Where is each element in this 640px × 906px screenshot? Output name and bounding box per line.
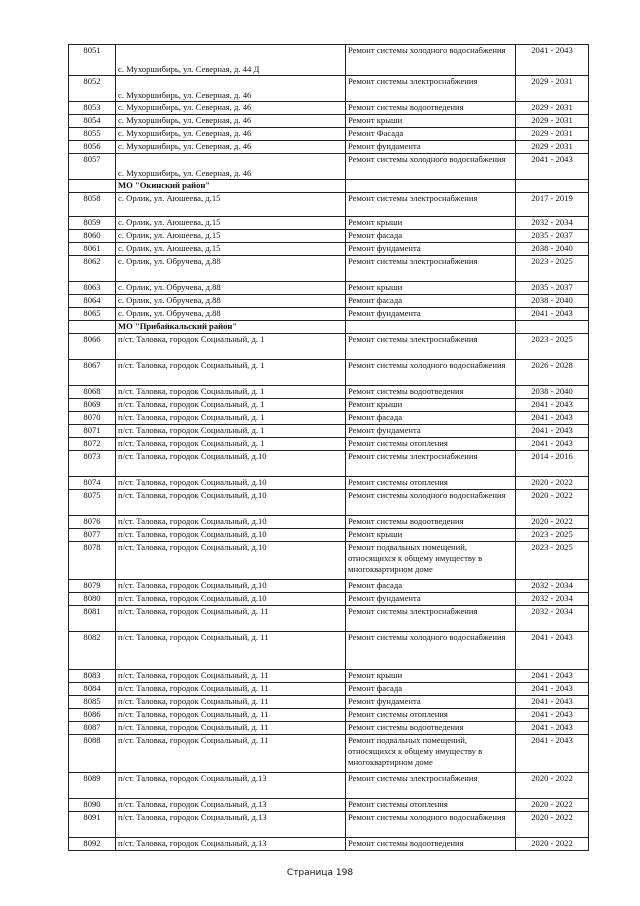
work-cell: Ремонт фундамента	[346, 243, 516, 256]
address-cell: п/ст. Таловка, городок Социальный, д.10	[116, 451, 346, 477]
years-cell: 2041 - 2043	[516, 722, 589, 735]
address-cell: п/ст. Таловка, городок Социальный, д.10	[116, 516, 346, 529]
address-cell: с. Орлик, ул. Обручева, д.88	[116, 295, 346, 308]
table-row	[69, 735, 589, 773]
row-number-cell: 8081	[69, 606, 116, 632]
address-cell: с. Орлик, ул. Аюшеева, д.15	[116, 217, 346, 230]
row-number-cell: 8064	[69, 295, 116, 308]
table-row	[69, 593, 589, 606]
address-cell: с. Мухоршибирь, ул. Северная, д. 46	[116, 115, 346, 128]
row-number-cell: 8076	[69, 516, 116, 529]
row-number-cell: 8080	[69, 593, 116, 606]
work-cell: Ремонт системы водоотведения	[346, 722, 516, 735]
table-row	[69, 516, 589, 529]
work-cell: Ремонт системы водоотведения	[346, 102, 516, 115]
row-number-cell: 8083	[69, 670, 116, 683]
table-row	[69, 217, 589, 230]
row-number-cell: 8084	[69, 683, 116, 696]
work-cell: Ремонт системы отопления	[346, 799, 516, 812]
row-number-cell	[69, 321, 116, 334]
years-cell: 2020 - 2022	[516, 838, 589, 851]
address-cell: п/ст. Таловка, городок Социальный, д. 11	[116, 709, 346, 722]
years-cell	[516, 180, 589, 193]
years-cell: 2020 - 2022	[516, 812, 589, 838]
work-cell: Ремонт системы электроснабжения	[346, 606, 516, 632]
work-cell: Ремонт фундамента	[346, 308, 516, 321]
municipality-label: МО "Прибайкальский район"	[116, 321, 346, 334]
work-cell: Ремонт фасада	[346, 230, 516, 243]
address-cell: с. Мухоршибирь, ул. Северная, д. 46	[116, 76, 346, 102]
years-cell: 2032 - 2034	[516, 580, 589, 593]
years-cell: 2029 - 2031	[516, 141, 589, 154]
work-cell	[346, 180, 516, 193]
table-row	[69, 799, 589, 812]
table-row	[69, 529, 589, 542]
row-number-cell: 8078	[69, 542, 116, 580]
table-row	[69, 295, 589, 308]
address-cell: п/ст. Таловка, городок Социальный, д. 1	[116, 425, 346, 438]
table-row	[69, 683, 589, 696]
address-cell: п/ст. Таловка, городок Социальный, д. 11	[116, 670, 346, 683]
row-number-cell: 8075	[69, 490, 116, 516]
years-cell: 2032 - 2034	[516, 593, 589, 606]
row-number-cell: 8053	[69, 102, 116, 115]
table-row	[69, 360, 589, 386]
row-number-cell: 8051	[69, 45, 116, 76]
document-page	[68, 44, 588, 851]
work-cell: Ремонт системы водоотведения	[346, 838, 516, 851]
address-cell: с. Орлик, ул. Обручева, д.88	[116, 282, 346, 295]
table-row	[69, 722, 589, 735]
years-cell: 2020 - 2022	[516, 773, 589, 799]
row-number-cell: 8060	[69, 230, 116, 243]
work-cell: Ремонт крыши	[346, 115, 516, 128]
repair-schedule-table	[68, 44, 589, 851]
row-number-cell: 8052	[69, 76, 116, 102]
years-cell: 2041 - 2043	[516, 632, 589, 670]
row-number-cell: 8073	[69, 451, 116, 477]
address-cell: с. Орлик, ул. Обручева, д.88	[116, 308, 346, 321]
work-cell: Ремонт системы холодного водоснабжения	[346, 45, 516, 76]
address-cell: п/ст. Таловка, городок Социальный, д. 11	[116, 606, 346, 632]
address-cell: п/ст. Таловка, городок Социальный, д.13	[116, 812, 346, 838]
work-cell: Ремонт системы отопления	[346, 477, 516, 490]
years-cell: 2014 - 2016	[516, 451, 589, 477]
table-row	[69, 451, 589, 477]
table-row	[69, 399, 589, 412]
municipality-header-row	[69, 321, 589, 334]
work-cell: Ремонт фундамента	[346, 696, 516, 709]
years-cell: 2041 - 2043	[516, 154, 589, 180]
work-cell: Ремонт фасада	[346, 295, 516, 308]
table-row	[69, 709, 589, 722]
address-cell: п/ст. Таловка, городок Социальный, д.13	[116, 799, 346, 812]
address-cell: п/ст. Таловка, городок Социальный, д.10	[116, 580, 346, 593]
row-number-cell: 8071	[69, 425, 116, 438]
table-row	[69, 438, 589, 451]
table-row	[69, 425, 589, 438]
table-row	[69, 76, 589, 102]
years-cell: 2035 - 2037	[516, 282, 589, 295]
work-cell: Ремонт крыши	[346, 399, 516, 412]
address-cell: с. Мухоршибирь, ул. Северная, д. 46	[116, 102, 346, 115]
row-number-cell: 8065	[69, 308, 116, 321]
table-row	[69, 243, 589, 256]
work-cell: Ремонт системы холодного водоснабжения	[346, 154, 516, 180]
row-number-cell: 8070	[69, 412, 116, 425]
row-number-cell: 8085	[69, 696, 116, 709]
address-cell: п/ст. Таловка, городок Социальный, д.10	[116, 477, 346, 490]
table-row	[69, 632, 589, 670]
table-body	[69, 45, 589, 851]
work-cell: Ремонт фасада	[346, 683, 516, 696]
years-cell: 2041 - 2043	[516, 709, 589, 722]
address-cell: п/ст. Таловка, городок Социальный, д. 11	[116, 632, 346, 670]
work-cell: Ремонт подвальных помещений, относящихся к общему имуществу в многоквартирном доме	[346, 735, 516, 773]
row-number-cell: 8087	[69, 722, 116, 735]
row-number-cell: 8069	[69, 399, 116, 412]
row-number-cell: 8063	[69, 282, 116, 295]
table-row	[69, 412, 589, 425]
table-row	[69, 141, 589, 154]
work-cell: Ремонт фасада	[346, 412, 516, 425]
work-cell: Ремонт крыши	[346, 217, 516, 230]
address-cell: п/ст. Таловка, городок Социальный, д.10	[116, 542, 346, 580]
work-cell: Ремонт системы электроснабжения	[346, 76, 516, 102]
work-cell: Ремонт фундамента	[346, 141, 516, 154]
years-cell: 2017 - 2019	[516, 193, 589, 217]
table-row	[69, 102, 589, 115]
work-cell: Ремонт системы отопления	[346, 438, 516, 451]
work-cell: Ремонт Фасада	[346, 128, 516, 141]
years-cell: 2029 - 2031	[516, 115, 589, 128]
work-cell: Ремонт системы электроснабжения	[346, 334, 516, 360]
years-cell: 2041 - 2043	[516, 412, 589, 425]
table-row	[69, 308, 589, 321]
years-cell: 2038 - 2040	[516, 295, 589, 308]
row-number-cell: 8072	[69, 438, 116, 451]
address-cell: п/ст. Таловка, городок Социальный, д. 11	[116, 722, 346, 735]
years-cell: 2032 - 2034	[516, 606, 589, 632]
table-row	[69, 334, 589, 360]
row-number-cell: 8092	[69, 838, 116, 851]
table-row	[69, 670, 589, 683]
years-cell: 2023 - 2025	[516, 542, 589, 580]
address-cell: п/ст. Таловка, городок Социальный, д. 1	[116, 412, 346, 425]
years-cell: 2035 - 2037	[516, 230, 589, 243]
work-cell: Ремонт системы водоотведения	[346, 386, 516, 399]
work-cell: Ремонт системы холодного водоснабжения	[346, 360, 516, 386]
address-cell: с. Орлик, ул. Обручева, д.88	[116, 256, 346, 282]
work-cell	[346, 321, 516, 334]
years-cell: 2032 - 2034	[516, 217, 589, 230]
years-cell: 2020 - 2022	[516, 490, 589, 516]
table-row	[69, 606, 589, 632]
years-cell: 2041 - 2043	[516, 683, 589, 696]
row-number-cell: 8058	[69, 193, 116, 217]
work-cell: Ремонт системы холодного водоснабжения	[346, 812, 516, 838]
table-row	[69, 838, 589, 851]
row-number-cell: 8088	[69, 735, 116, 773]
years-cell: 2023 - 2025	[516, 334, 589, 360]
years-cell: 2038 - 2040	[516, 386, 589, 399]
table-row	[69, 256, 589, 282]
row-number-cell: 8057	[69, 154, 116, 180]
work-cell: Ремонт фундамента	[346, 425, 516, 438]
row-number-cell: 8090	[69, 799, 116, 812]
table-row	[69, 386, 589, 399]
years-cell: 2041 - 2043	[516, 735, 589, 773]
row-number-cell: 8055	[69, 128, 116, 141]
years-cell: 2041 - 2043	[516, 670, 589, 683]
address-cell: с. Орлик, ул. Аюшеева, д.15	[116, 230, 346, 243]
row-number-cell: 8086	[69, 709, 116, 722]
row-number-cell: 8089	[69, 773, 116, 799]
table-row	[69, 45, 589, 76]
address-cell: п/ст. Таловка, городок Социальный, д.10	[116, 593, 346, 606]
address-cell: п/ст. Таловка, городок Социальный, д. 1	[116, 386, 346, 399]
row-number-cell: 8066	[69, 334, 116, 360]
work-cell: Ремонт системы холодного водоснабжения	[346, 632, 516, 670]
address-cell: п/ст. Таловка, городок Социальный, д.10	[116, 490, 346, 516]
work-cell: Ремонт системы электроснабжения	[346, 193, 516, 217]
years-cell: 2041 - 2043	[516, 425, 589, 438]
years-cell: 2020 - 2022	[516, 799, 589, 812]
table-row	[69, 812, 589, 838]
row-number-cell: 8061	[69, 243, 116, 256]
table-row	[69, 154, 589, 180]
table-row	[69, 773, 589, 799]
years-cell: 2041 - 2043	[516, 696, 589, 709]
row-number-cell: 8068	[69, 386, 116, 399]
work-cell: Ремонт системы электроснабжения	[346, 256, 516, 282]
years-cell: 2029 - 2031	[516, 128, 589, 141]
municipality-label: МО "Окинский район"	[116, 180, 346, 193]
address-cell: с. Мухоршибирь, ул. Северная, д. 46	[116, 128, 346, 141]
row-number-cell: 8074	[69, 477, 116, 490]
table-row	[69, 696, 589, 709]
table-row	[69, 115, 589, 128]
years-cell: 2026 - 2028	[516, 360, 589, 386]
row-number-cell: 8056	[69, 141, 116, 154]
work-cell: Ремонт крыши	[346, 282, 516, 295]
years-cell: 2023 - 2025	[516, 256, 589, 282]
address-cell: с. Мухоршибирь, ул. Северная, д. 46	[116, 154, 346, 180]
work-cell: Ремонт системы электроснабжения	[346, 773, 516, 799]
years-cell: 2041 - 2043	[516, 399, 589, 412]
work-cell: Ремонт системы водоотведения	[346, 516, 516, 529]
address-cell: п/ст. Таловка, городок Социальный, д. 1	[116, 438, 346, 451]
years-cell: 2038 - 2040	[516, 243, 589, 256]
years-cell: 2041 - 2043	[516, 438, 589, 451]
years-cell: 2020 - 2022	[516, 516, 589, 529]
work-cell: Ремонт системы отопления	[346, 709, 516, 722]
page-number: Страница 198	[286, 868, 354, 878]
row-number-cell: 8077	[69, 529, 116, 542]
address-cell: п/ст. Таловка, городок Социальный, д. 11	[116, 683, 346, 696]
address-cell: п/ст. Таловка, городок Социальный, д. 11	[116, 735, 346, 773]
years-cell: 2023 - 2025	[516, 529, 589, 542]
address-cell: с. Орлик, ул. Аюшеева, д.15	[116, 243, 346, 256]
row-number-cell	[69, 180, 116, 193]
address-cell: п/ст. Таловка, городок Социальный, д. 1	[116, 334, 346, 360]
row-number-cell: 8059	[69, 217, 116, 230]
table-row	[69, 542, 589, 580]
row-number-cell: 8067	[69, 360, 116, 386]
address-cell: п/ст. Таловка, городок Социальный, д. 1	[116, 399, 346, 412]
years-cell: 2041 - 2043	[516, 45, 589, 76]
work-cell: Ремонт системы холодного водоснабжения	[346, 490, 516, 516]
address-cell: п/ст. Таловка, городок Социальный, д.13	[116, 773, 346, 799]
years-cell: 2029 - 2031	[516, 102, 589, 115]
row-number-cell: 8062	[69, 256, 116, 282]
years-cell: 2041 - 2043	[516, 308, 589, 321]
table-row	[69, 193, 589, 217]
address-cell: п/ст. Таловка, городок Социальный, д.13	[116, 838, 346, 851]
work-cell: Ремонт крыши	[346, 529, 516, 542]
address-cell: с. Мухоршибирь, ул. Северная, д. 44 Д	[116, 45, 346, 76]
address-cell: п/ст. Таловка, городок Социальный, д.10	[116, 529, 346, 542]
work-cell: Ремонт системы электроснабжения	[346, 451, 516, 477]
work-cell: Ремонт фасада	[346, 580, 516, 593]
row-number-cell: 8054	[69, 115, 116, 128]
table-row	[69, 282, 589, 295]
row-number-cell: 8082	[69, 632, 116, 670]
years-cell	[516, 321, 589, 334]
table-row	[69, 477, 589, 490]
table-row	[69, 230, 589, 243]
table-row	[69, 128, 589, 141]
address-cell: с. Мухоршибирь, ул. Северная, д. 46	[116, 141, 346, 154]
work-cell: Ремонт фундамента	[346, 593, 516, 606]
row-number-cell: 8091	[69, 812, 116, 838]
years-cell: 2020 - 2022	[516, 477, 589, 490]
municipality-header-row	[69, 180, 589, 193]
row-number-cell: 8079	[69, 580, 116, 593]
address-cell: п/ст. Таловка, городок Социальный, д. 11	[116, 696, 346, 709]
table-row	[69, 580, 589, 593]
work-cell: Ремонт крыши	[346, 670, 516, 683]
years-cell: 2029 - 2031	[516, 76, 589, 102]
work-cell: Ремонт подвальных помещений, относящихся к общему имуществу в многоквартирном доме	[346, 542, 516, 580]
address-cell: с. Орлик, ул. Аюшеева, д.15	[116, 193, 346, 217]
address-cell: п/ст. Таловка, городок Социальный, д. 1	[116, 360, 346, 386]
table-row	[69, 490, 589, 516]
